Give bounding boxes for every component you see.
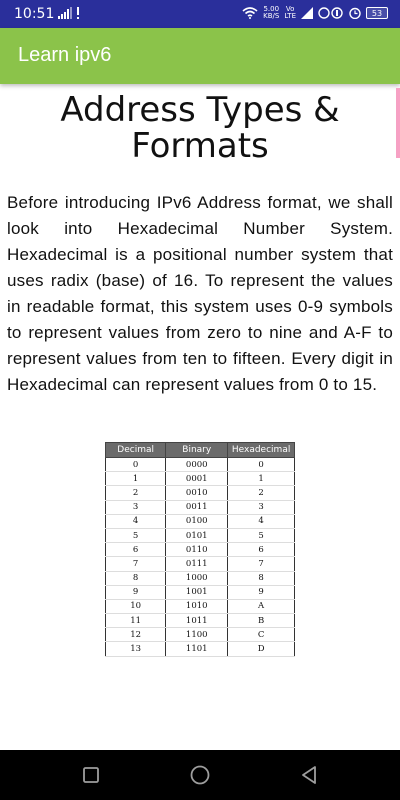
table-row — [106, 472, 295, 486]
table-row — [106, 543, 295, 557]
cell-hex: 6 — [228, 543, 295, 557]
navigation-bar — [0, 750, 400, 800]
status-left-icons — [58, 7, 80, 19]
cell-hex: 1 — [228, 472, 295, 486]
cell-decimal: 6 — [106, 543, 166, 557]
table-header-row — [106, 443, 295, 458]
hex-conversion-table — [105, 442, 295, 657]
table-row — [106, 557, 295, 571]
table-header-hexadecimal: Hexadecimal — [228, 443, 295, 458]
cell-binary: 0111 — [166, 557, 228, 571]
battery-icon — [366, 7, 388, 19]
cell-hex: B — [228, 614, 295, 628]
cell-hex: A — [228, 599, 295, 613]
intro-paragraph: Before introducing IPv6 Address format, we shall look into Hexadecimal Number System. Hexadecimal is a positional number system that uses radix (base) of 16. To represent the values in readable format, this system uses 0-9 symbols to represent values from zero to nine and A-F to represent values from ten to fifteen. Every digit in Hexadecimal can represent values from 0 to 15. — [7, 193, 393, 394]
cell-decimal: 11 — [106, 614, 166, 628]
article-content[interactable] — [0, 84, 400, 750]
battery-level: 53 — [371, 8, 383, 18]
cell-binary: 0000 — [166, 458, 228, 472]
cell-binary: 1100 — [166, 628, 228, 642]
data-saver-icon — [318, 7, 344, 19]
signal-icon — [58, 7, 72, 19]
cell-binary: 0100 — [166, 514, 228, 528]
cell-binary: 1010 — [166, 599, 228, 613]
table-row — [106, 599, 295, 613]
net-speed-unit: KB/S — [263, 12, 280, 20]
net-speed-value: 5.00 — [263, 5, 280, 13]
cell-decimal: 0 — [106, 458, 166, 472]
square-icon[interactable] — [80, 764, 102, 786]
table-row — [106, 514, 295, 528]
table-row — [106, 486, 295, 500]
signal-icon — [301, 7, 313, 19]
cell-hex: 0 — [228, 458, 295, 472]
cell-decimal: 4 — [106, 514, 166, 528]
cell-binary: 0011 — [166, 500, 228, 514]
table-header-binary: Binary — [166, 443, 228, 458]
page-title: Address Types & Formats — [60, 90, 340, 166]
cell-decimal: 8 — [106, 571, 166, 585]
network-type-top: Vo — [285, 5, 295, 13]
cell-decimal: 13 — [106, 642, 166, 656]
app-title: Learn ipv6 — [18, 44, 112, 66]
cell-binary: 1001 — [166, 585, 228, 599]
cell-binary: 1011 — [166, 614, 228, 628]
status-bar — [0, 0, 400, 28]
scroll-indicator[interactable] — [396, 88, 400, 158]
cell-binary: 0001 — [166, 472, 228, 486]
cell-binary: 0010 — [166, 486, 228, 500]
status-time: 10:51 — [14, 6, 55, 22]
cell-hex: 3 — [228, 500, 295, 514]
cell-decimal: 2 — [106, 486, 166, 500]
cell-decimal: 3 — [106, 500, 166, 514]
network-type-bottom: LTE — [284, 12, 296, 20]
cell-decimal: 12 — [106, 628, 166, 642]
cell-hex: 5 — [228, 528, 295, 542]
table-row — [106, 500, 295, 514]
cell-binary: 0110 — [166, 543, 228, 557]
table-row — [106, 458, 295, 472]
cell-decimal: 1 — [106, 472, 166, 486]
cell-decimal: 7 — [106, 557, 166, 571]
network-type — [284, 6, 296, 20]
cell-decimal: 5 — [106, 528, 166, 542]
cell-binary: 1101 — [166, 642, 228, 656]
cell-hex: 2 — [228, 486, 295, 500]
cell-binary: 0101 — [166, 528, 228, 542]
cell-hex: C — [228, 628, 295, 642]
table-row — [106, 614, 295, 628]
triangle-back-icon[interactable] — [298, 764, 320, 786]
net-speed — [263, 6, 279, 20]
cell-decimal: 10 — [106, 599, 166, 613]
cell-hex: D — [228, 642, 295, 656]
cell-hex: 9 — [228, 585, 295, 599]
table-row — [106, 571, 295, 585]
cell-decimal: 9 — [106, 585, 166, 599]
wifi-icon — [242, 7, 258, 19]
circle-icon[interactable] — [189, 764, 211, 786]
cell-hex: 8 — [228, 571, 295, 585]
status-right-icons — [242, 6, 388, 20]
cell-hex: 7 — [228, 557, 295, 571]
table-header-decimal: Decimal — [106, 443, 166, 458]
table-row — [106, 628, 295, 642]
table-row — [106, 528, 295, 542]
warning-icon — [76, 7, 80, 19]
cell-hex: 4 — [228, 514, 295, 528]
app-bar — [0, 28, 400, 84]
alarm-icon — [349, 7, 361, 19]
table-row — [106, 642, 295, 656]
cell-binary: 1000 — [166, 571, 228, 585]
table-row — [106, 585, 295, 599]
